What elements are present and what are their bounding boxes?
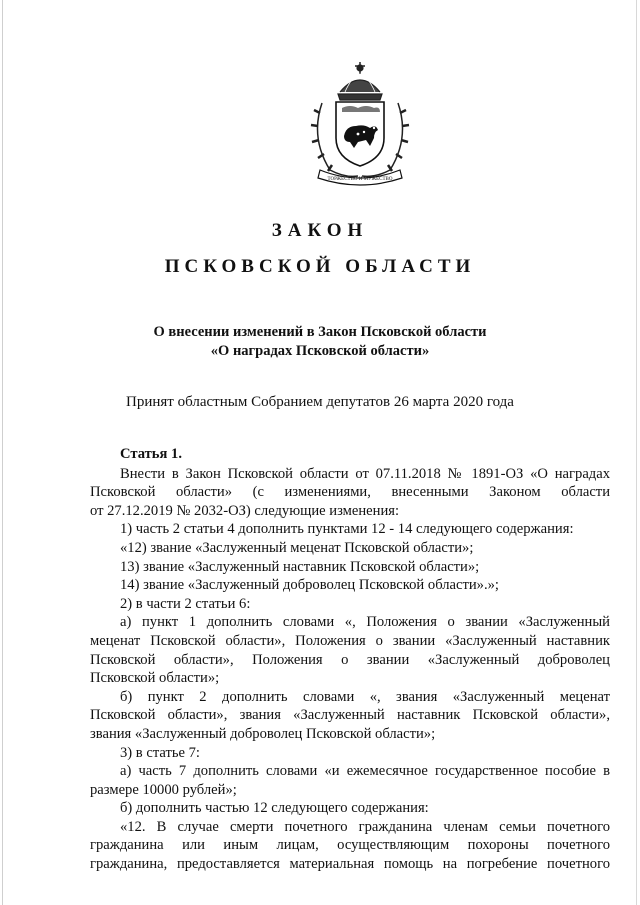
text-line: б) пункт 2 дополнить словами «, звания «Заслуженный меценат — [120, 688, 610, 705]
text-line: 1) часть 2 статьи 4 дополнить пунктами 12 - 14 следующего содержания: — [120, 521, 574, 538]
text-line: «12. В случае смерти почетного гражданина членам семьи почетного — [120, 818, 610, 835]
text-line: размере 10000 рублей»; — [90, 781, 237, 798]
text-line: «12) звание «Заслуженный меценат Псковской области»; — [120, 539, 474, 556]
text-line: от 27.12.2019 № 2032-ОЗ) следующие изменения: — [90, 502, 400, 519]
law-subject-line: О внесении изменений в Закон Псковской области — [153, 324, 487, 340]
text-line: Псковской области», звания «Заслуженный наставник Псковской области», — [90, 707, 610, 724]
law-subject — [0, 323, 640, 361]
text-line: 13) звание «Заслуженный наставник Псковской области»; — [120, 558, 480, 575]
pskov-coat-of-arms-icon — [300, 58, 420, 188]
document-region-title: ПСКОВСКОЙ ОБЛАСТИ — [164, 256, 476, 277]
text-line: Псковской области», Положения о звании «Заслуженный доброволец — [90, 651, 610, 668]
text-line: б) дополнить частью 12 следующего содержания: — [120, 800, 429, 817]
text-line: меценат Псковской области», Положения о звании «Заслуженный наставник — [90, 632, 610, 649]
document-title: ЗАКОН — [271, 220, 369, 241]
text-line: 2) в части 2 статьи 6: — [120, 595, 251, 612]
text-line: 14) звание «Заслуженный доброволец Псковской области».»; — [120, 577, 499, 594]
text-line: гражданина или иным лицам, осуществляющим похороны почетного — [90, 837, 610, 854]
text-line: Псковской области»; — [90, 670, 220, 687]
article-heading: Статья 1. — [120, 446, 182, 462]
adoption-statement: Принят областным Собранием депутатов 26 марта 2020 года — [126, 394, 514, 410]
scan-edge-right — [636, 0, 637, 905]
text-line: а) часть 7 дополнить словами «и ежемесячное государственное пособие в — [120, 763, 610, 780]
law-subject-line: «О наградах Псковской области» — [210, 343, 430, 359]
text-line: а) пункт 1 дополнить словами «, Положения о звании «Заслуженный — [120, 614, 610, 631]
text-line: 3) в статье 7: — [120, 744, 200, 761]
text-line: Внести в Закон Псковской области от 07.11.2018 № 1891-ОЗ «О наградах — [120, 465, 610, 482]
emblem-ribbon-text: ТОРЖЕСТВО И МУЖЕСТВО — [327, 177, 393, 182]
scan-edge-left — [2, 0, 3, 905]
text-line: гражданина, предоставляется материальная помощь на погребение почетного — [90, 856, 610, 873]
text-line: Псковской области» (с изменениями, внесенными Законом области — [90, 484, 610, 501]
text-line: звания «Заслуженный доброволец Псковской области»; — [90, 725, 436, 742]
article-body — [90, 445, 610, 874]
